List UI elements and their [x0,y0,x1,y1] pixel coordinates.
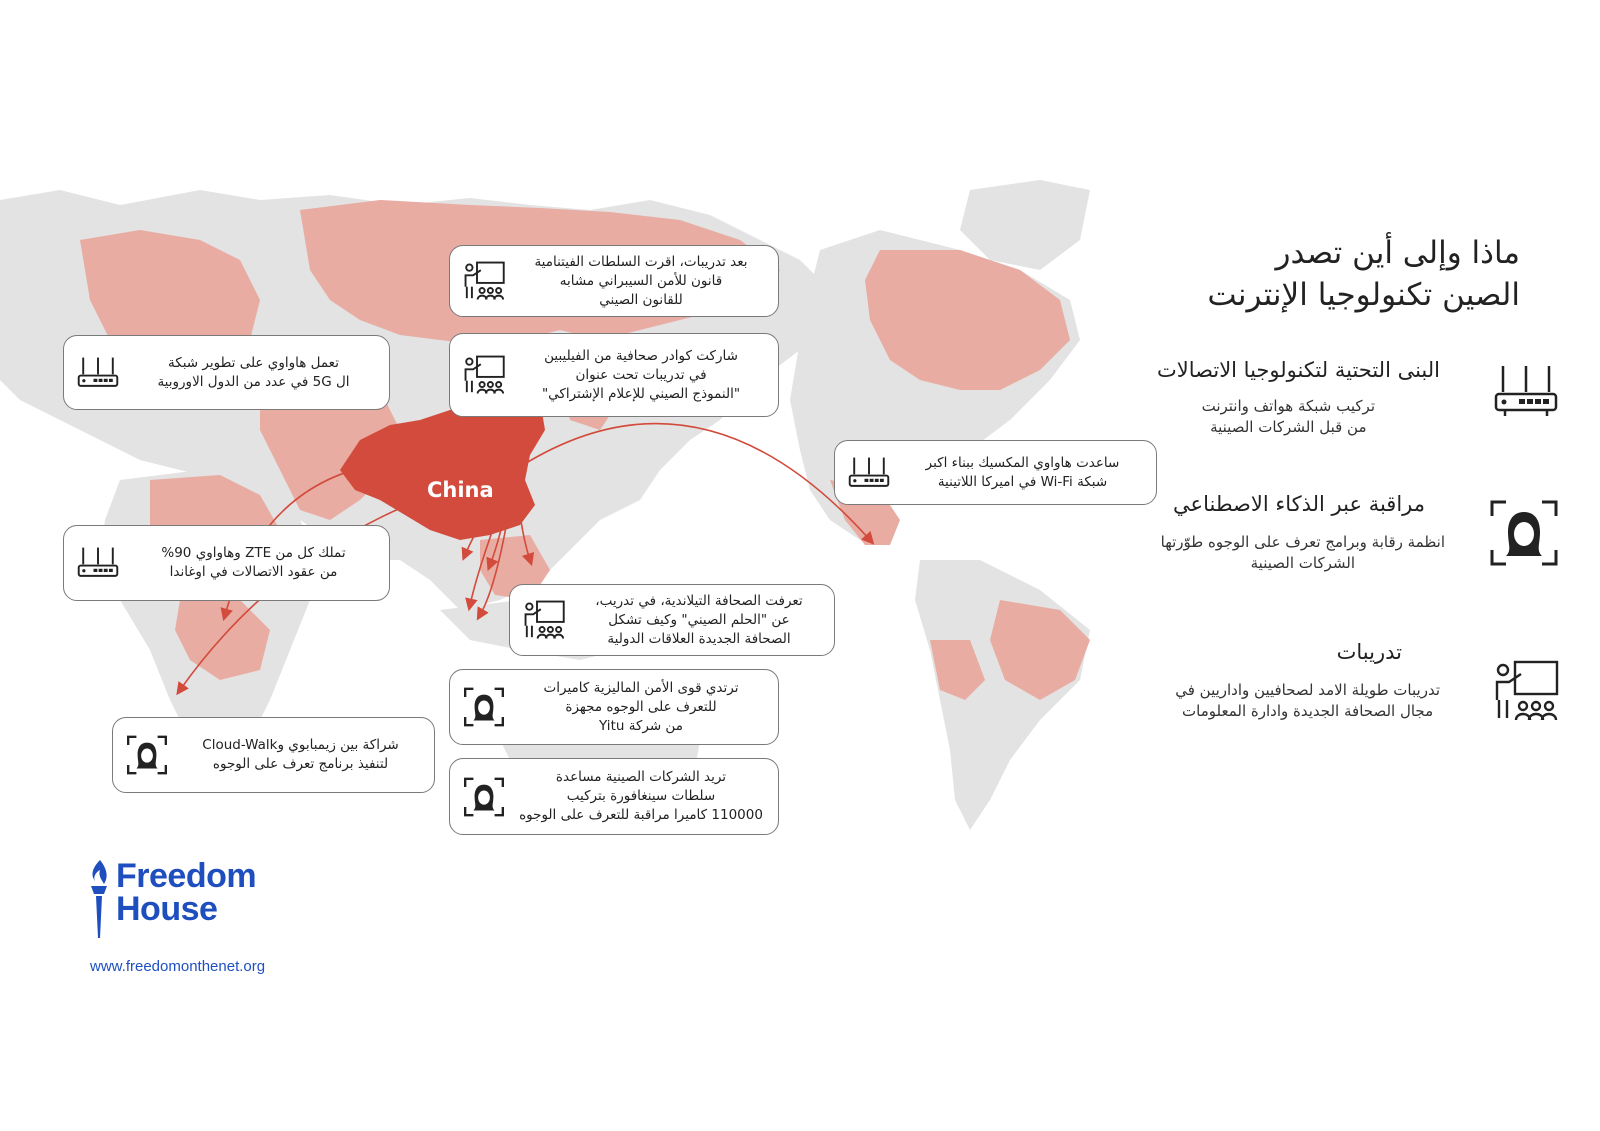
callout-zimbabwe: شراكة بين زيمبابوي وCloud-Walk لتنفيذ برنامج تعرف على الوجوه [112,717,435,793]
router-icon [1493,362,1559,422]
trainer-icon [462,261,506,301]
legend-infrastructure-desc: تركيب شبكة هواتف وانترنت من قبل الشركات الصينية [1201,397,1375,436]
freedom-house-logo [88,857,257,938]
face-scan-icon [462,777,506,817]
callout-mexico: ساعدت هاواوي المكسيك ببناء اكبر شبكة Wi-Fi في اميركا اللاتينية [834,440,1157,505]
callout-europe: تعمل هاواوي على تطوير شبكة ال 5G في عدد من الدول الاوروبية [63,335,390,410]
callout-malaysia: ترتدي قوى الأمن الماليزية كاميرات للتعرف على الوجوه مجهزة من شركة Yitu [449,669,779,745]
legend-trainings [1337,638,1402,666]
trainer-icon [1493,660,1559,726]
legend-heading: تدريبات [1336,640,1402,664]
legend-ai-surveillance-desc: انظمة رقابة وبرامج تعرف على الوجوه طوّرتها الشركات الصينية [1160,533,1445,572]
legend-heading: مراقبة عبر الذكاء الاصطناعي [1173,492,1425,516]
callout-philippines: شاركت كوادر صحافية من الفيليبين في تدريبات تحت عنوان "النموذج الصيني للإعلام الإشتراكي" [449,333,779,417]
china-label: China [427,478,494,502]
site-url[interactable]: www.freedomonthenet.org [90,958,266,975]
callout-vietnam: بعد تدريبات، اقرت السلطات الفيتنامية قانون للأمن السيبراني مشابه للقانون الصيني [449,245,779,317]
face-scan-icon [462,687,506,727]
callout-singapore: تريد الشركات الصينية مساعدة سلطات سينغافورة بتركيب 110000 كاميرا مراقبة للتعرف على الوجوه [449,758,779,835]
router-icon [76,353,120,393]
page-title: ماذا وإلى أين تصدر الصين تكنولوجيا الإنترنت [1207,235,1520,313]
trainer-icon [522,600,566,640]
router-icon [847,453,891,493]
router-icon [76,543,120,583]
torch-icon [88,860,110,938]
callout-thailand: تعرفت الصحافة التيلاندية، في تدريب، عن "الحلم الصيني" وكيف تشكل الصحافة الجديدة العلاقات الدولية [509,584,835,656]
legend-infrastructure [1157,356,1440,384]
face-scan-icon [1490,500,1558,570]
legend-trainings-desc: تدريبات طويلة الامد لصحافيين واداريين في مجال الصحافة الجديدة وادارة المعلومات [1175,681,1440,720]
logo-wordmark: Freedom House [116,857,257,928]
face-scan-icon [125,735,169,775]
callout-uganda: تملك كل من ZTE وهاواوي 90% من عقود الاتصالات في اوغاندا [63,525,390,601]
trainer-icon [462,355,506,395]
legend-ai-surveillance [1173,490,1425,518]
legend-heading: البنى التحتية لتكنولوجيا الاتصالات [1157,358,1440,382]
